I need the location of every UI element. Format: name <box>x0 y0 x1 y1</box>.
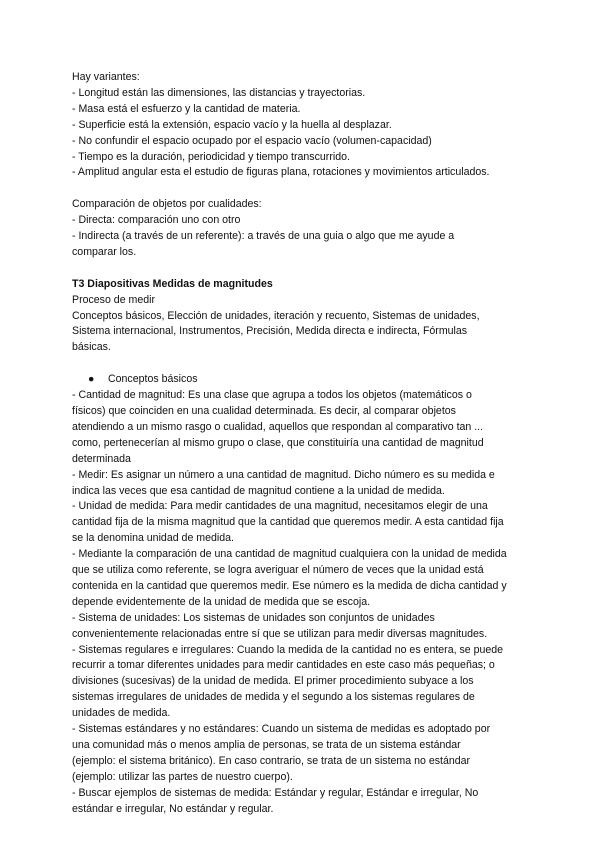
text-line: - Mediante la comparación de una cantidad de magnitud cualquiera con la unidad de medida <box>72 548 507 561</box>
text-line: estándar e irregular, No estándar y regular. <box>72 802 274 815</box>
text-line: Sistema internacional, Instrumentos, Precisión, Medida directa e indirecta, Fórmulas <box>72 325 468 338</box>
document-page <box>72 70 540 818</box>
text-line: - Cantidad de magnitud: Es una clase que agrupa a todos los objetos (matemáticos o <box>72 389 472 402</box>
variants-block <box>72 70 540 181</box>
text-line: - Superficie está la extensión, espacio vacío y la huella al desplazar. <box>72 118 392 131</box>
text-line: - Masa está el esfuerzo y la cantidad de materia. <box>72 102 301 115</box>
section-intro <box>72 277 540 357</box>
body-block <box>72 388 540 817</box>
section-heading: T3 Diapositivas Medidas de magnitudes <box>72 277 273 290</box>
text-line: - Directa: comparación uno con otro <box>72 214 241 227</box>
text-line: convenientemente relacionadas entre sí que se utilizan para medir diversas magnitudes. <box>72 627 488 640</box>
text-line: como, pertenecerían al mismo grupo o clase, que constituiría una cantidad de magnitud <box>72 436 484 449</box>
text-line: - Buscar ejemplos de sistemas de medida: Estándar y regular, Estándar e irregular, No <box>72 786 479 799</box>
text-line: físicos) que coinciden en una cualidad determinada. Es decir, al comparar objetos <box>72 404 456 417</box>
text-line: se la denomina unidad de medida. <box>72 532 234 545</box>
text-line: - Sistemas estándares y no estándares: Cuando un sistema de medidas es adoptado por <box>72 723 491 736</box>
text-line: - Sistemas regulares e irregulares: Cuando la medida de la cantidad no es entera, se puede <box>72 643 504 656</box>
bullet-item-conceptos <box>72 372 540 388</box>
text-line: - Indirecta (a través de un referente): a través de una guia o algo que me ayude a <box>72 230 455 243</box>
text-line: una comunidad más o menos amplia de personas, se trata de un sistema estándar <box>72 739 461 752</box>
text-line: sistemas irregulares de unidades de medida y el segundo a los sistemas regulares de <box>72 691 475 704</box>
comparison-block <box>72 197 540 261</box>
text-line: básicas. <box>72 341 111 354</box>
bullet-icon: ● <box>88 373 95 386</box>
text-line: cantidad fija de la misma magnitud que la cantidad que queremos medir. A esta cantidad fija <box>72 516 504 529</box>
text-line: contenida en la cantidad que queremos medir. Ese número es la medida de dicha cantidad y <box>72 579 507 592</box>
text-line: - Medir: Es asignar un número a una cantidad de magnitud. Dicho número es su medida e <box>72 468 495 481</box>
text-line: comparar los. <box>72 245 137 258</box>
text-line: atendiendo a un mismo rasgo o cualidad, aquellos que respondan al comparativo tan ... <box>72 420 484 433</box>
text-line: - Longitud están las dimensiones, las distancias y trayectorias. <box>72 86 366 99</box>
section-subheading: Proceso de medir <box>72 293 156 306</box>
text-line: Comparación de objetos por cualidades: <box>72 198 262 211</box>
text-line: depende evidentemente de la unidad de medida que se escoja. <box>72 595 371 608</box>
text-line: Hay variantes: <box>72 71 140 83</box>
text-line: - Amplitud angular esta el estudio de figuras plana, rotaciones y movimientos articulados. <box>72 166 490 179</box>
text-line: - Unidad de medida: Para medir cantidades de una magnitud, necesitamos elegir de una <box>72 500 488 513</box>
text-line: recurrir a tomar diferentes unidades para medir cantidades en este caso más pequeñas; o <box>72 659 495 672</box>
text-line: - Sistema de unidades: Los sistemas de unidades son conjuntos de unidades <box>72 611 435 624</box>
text-line: - Tiempo es la duración, periodicidad y tiempo transcurrido. <box>72 150 350 163</box>
text-line: (ejemplo: el sistema británico). En caso contrario, se trata de un sistema no estándar <box>72 754 471 767</box>
text-line: indica las veces que esa cantidad de magnitud contiene a la unidad de medida. <box>72 484 445 497</box>
text-line: Conceptos básicos, Elección de unidades, iteración y recuento, Sistemas de unidades, <box>72 309 480 322</box>
text-line: (ejemplo: utilizar las partes de nuestro cuerpo). <box>72 770 293 783</box>
text-line: determinada <box>72 452 131 465</box>
bullet-label: Conceptos básicos <box>108 373 198 386</box>
text-line: que se utiliza como referente, se logra averiguar el número de veces que la unidad está <box>72 564 484 577</box>
text-line: unidades de medida. <box>72 707 171 720</box>
text-line: divisiones (sucesivas) de la unidad de medida. El primer procedimiento subyace a los <box>72 675 474 688</box>
text-line: - No confundir el espacio ocupado por el espacio vacío (volumen-capacidad) <box>72 134 432 147</box>
